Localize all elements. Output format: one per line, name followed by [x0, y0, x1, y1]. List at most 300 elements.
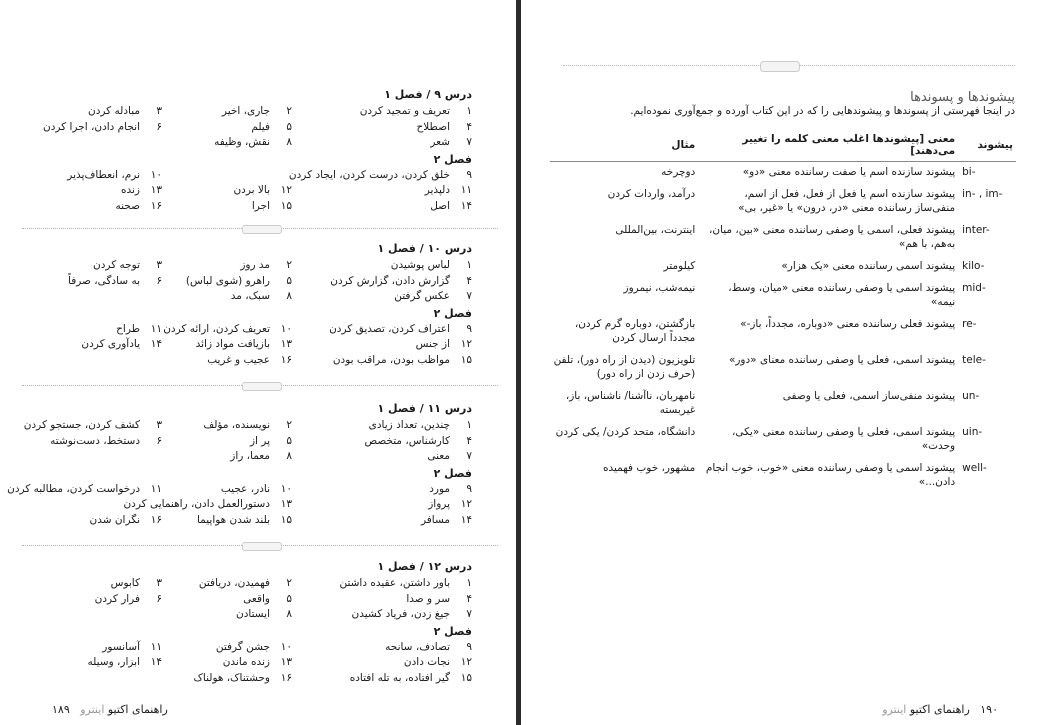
item-number: ۹	[466, 482, 472, 495]
item-number: ۳	[156, 419, 162, 431]
table-row	[550, 256, 1016, 278]
item-number: ۳	[156, 259, 162, 271]
item-number: ۱۳	[280, 656, 292, 668]
vocab-item	[292, 120, 472, 136]
item-number: ۴	[466, 274, 472, 287]
vocab-row	[40, 576, 472, 592]
item-number: ۲	[286, 577, 292, 589]
item-number: ۱۲	[460, 498, 472, 510]
item-number: ۱۲	[280, 184, 292, 196]
item-meaning: تعریف و تمجید کردن	[359, 105, 450, 117]
vocab-item	[292, 289, 472, 305]
vocab-row	[7, 482, 472, 498]
vocab-item	[292, 671, 472, 687]
vocab-row	[40, 199, 472, 215]
item-number: ۴	[466, 434, 472, 447]
item-number	[140, 497, 162, 513]
item-meaning: عکس گرفتن	[394, 290, 450, 302]
vocab-item	[40, 655, 162, 671]
footer-title: راهنمای اکتیو	[107, 703, 168, 716]
item-number: ۵	[286, 274, 292, 287]
vocab-item	[162, 434, 292, 450]
section-divider	[22, 385, 498, 386]
item-meaning: از جنس	[415, 338, 450, 350]
vocab-item	[162, 337, 292, 353]
item-meaning: توجه کردن	[93, 259, 140, 271]
meaning-cell: پیشوند سازنده اسم یا صفت رساننده معنی «دو»	[742, 166, 956, 178]
item-number: ۱۶	[150, 199, 162, 212]
item-number	[140, 353, 162, 369]
vocab-row	[40, 434, 472, 450]
vocab-item	[162, 274, 292, 290]
vocab-item	[40, 449, 162, 465]
vocab-row	[40, 168, 472, 184]
example-cell: درآمد، واردات کردن	[607, 188, 696, 200]
vocab-item	[292, 135, 472, 151]
meaning-cell: پیشوند اسمی یا وصفی رساننده معنی «میان، وسط، نیمه»	[728, 282, 956, 308]
item-number: ۸	[286, 450, 292, 462]
vocab-row	[40, 671, 472, 687]
item-meaning: پرواز	[428, 498, 450, 510]
item-meaning: اصطلاح	[416, 120, 450, 133]
item-meaning: جاری، اخیر	[221, 105, 270, 117]
item-number: ۸	[286, 290, 292, 302]
item-number: ۸	[286, 608, 292, 620]
item-meaning: تصادف، سانحه	[385, 640, 450, 653]
item-meaning: دلپذیر	[424, 184, 450, 196]
table-row	[550, 220, 1016, 256]
example-cell: دانشگاه، متحد کردن/ یکی کردن	[555, 426, 696, 438]
prefix-cell: re-	[962, 318, 977, 330]
item-number: ۹	[466, 322, 472, 335]
item-meaning: نجات دادن	[403, 656, 450, 668]
vocab-item	[23, 418, 162, 434]
item-number: ۸	[286, 136, 292, 148]
vocab-item	[292, 655, 472, 671]
vocab-item	[162, 592, 292, 608]
item-meaning: مورد	[429, 482, 450, 495]
right-page	[521, 0, 1038, 725]
vocab-item	[123, 497, 292, 513]
item-number: ۵	[286, 120, 292, 133]
item-meaning: زنده	[120, 184, 140, 196]
item-meaning: جشن گرفتن	[215, 640, 270, 653]
item-number: ۹	[466, 168, 472, 181]
vocab-row	[40, 104, 472, 120]
footer-brand: اینترو	[80, 703, 105, 716]
item-number: ۱۵	[280, 199, 292, 212]
item-meaning: عجیب و غریب	[207, 353, 270, 366]
item-number: ۱۱	[150, 640, 162, 653]
vocab-item	[162, 353, 292, 369]
vocab-item	[40, 322, 162, 338]
item-meaning: مواظب بودن، مراقب بودن	[332, 353, 450, 366]
item-number: ۶	[156, 274, 162, 287]
item-meaning: مد روز	[240, 259, 270, 271]
item-meaning: به سادگی، صرفاً	[68, 274, 140, 287]
section-title: فصل ۲	[433, 306, 472, 320]
prefix-cell: in- , im-	[962, 188, 1003, 200]
vocab-item	[40, 120, 162, 136]
vocab-item	[162, 183, 292, 199]
table-row	[550, 162, 1016, 185]
example-cell: کیلومتر	[663, 260, 696, 272]
item-meaning: باور داشتن، عقیده داشتن	[339, 577, 450, 589]
item-number: ۳	[156, 105, 162, 117]
vocab-row	[40, 449, 472, 465]
item-number: ۲	[286, 419, 292, 431]
vocab-row	[40, 258, 472, 274]
item-meaning: بالا بردن	[233, 184, 270, 196]
item-meaning: شعر	[430, 136, 450, 148]
prefix-cell: uin-	[962, 426, 983, 438]
vocab-item	[40, 199, 162, 215]
vocab-row	[40, 353, 472, 369]
vocab-item	[292, 497, 472, 513]
item-meaning: صحنه	[115, 199, 140, 212]
right-footer	[882, 703, 998, 716]
vocab-item	[162, 258, 292, 274]
prefix-cell: well-	[962, 462, 987, 474]
header-divider	[563, 65, 1015, 66]
vocab-item	[40, 337, 162, 353]
footer-title: راهنمای اکتیو	[909, 703, 970, 716]
item-number: ۱۰	[280, 640, 292, 653]
vocab-item	[162, 607, 292, 623]
section-divider	[22, 545, 498, 546]
item-number: ۱۰	[150, 168, 162, 181]
vocab-item	[292, 337, 472, 353]
vocab-row	[40, 607, 472, 623]
vocab-item	[292, 592, 472, 608]
item-number	[140, 671, 162, 687]
example-cell: اینترنت، بین‌المللی	[615, 224, 696, 236]
vocab-item	[292, 513, 472, 529]
item-number: ۷	[466, 608, 472, 620]
vocab-row	[40, 592, 472, 608]
vocab-item	[40, 497, 162, 513]
header-prefix: پیشوند	[958, 130, 1016, 162]
vocab-row	[40, 120, 472, 136]
item-number	[140, 289, 162, 305]
intro-text: در اینجا فهرستی از پسوندها و پیشوندهایی را که در این کتاب آورده و جمع‌آوری نموده‌ایم.	[630, 105, 1015, 117]
vocab-row	[40, 135, 472, 151]
item-meaning: اجرا	[251, 199, 270, 212]
example-cell: مشهور، خوب فهمیده	[602, 462, 696, 474]
vocab-item	[292, 434, 472, 450]
item-meaning: سر و صدا	[406, 592, 450, 605]
item-number: ۴	[466, 120, 472, 133]
item-meaning: فیلم	[251, 120, 270, 133]
prefix-cell: un-	[962, 390, 980, 402]
item-number: ۹	[466, 640, 472, 653]
vocab-row	[40, 322, 472, 338]
item-meaning: نگران شدن	[89, 513, 140, 526]
item-meaning: بازیافت مواد زائد	[195, 338, 270, 350]
vocab-item	[40, 104, 162, 120]
item-number: ۱	[466, 259, 472, 271]
item-meaning: دستورالعمل دادن، راهنمایی کردن	[123, 498, 270, 510]
section-title: فصل ۲	[433, 466, 472, 480]
item-number: ۱۳	[280, 498, 292, 510]
item-meaning: نویسنده، مؤلف	[203, 419, 270, 431]
example-cell: نیمه‌شب، نیمروز	[623, 282, 696, 294]
table-row	[550, 314, 1016, 350]
page-number: ۱۸۹	[52, 703, 70, 716]
prefix-cell: mid-	[962, 282, 986, 294]
vocab-item	[40, 671, 162, 687]
table-row	[550, 184, 1016, 220]
vocab-item	[40, 353, 162, 369]
item-meaning: واقعی	[243, 592, 270, 605]
item-number: ۱۶	[280, 353, 292, 366]
vocab-item	[40, 183, 162, 199]
lesson-block	[40, 560, 472, 686]
item-meaning: نقش، وظیفه	[214, 136, 270, 148]
vocab-item	[162, 513, 292, 529]
item-meaning: نرم، انعطاف‌پذیر	[67, 168, 140, 181]
item-meaning: ابزار، وسیله	[87, 656, 140, 668]
vocab-row	[23, 418, 472, 434]
item-meaning: وحشتناک، هولناک	[193, 671, 270, 684]
example-cell: نامهربان، ناآشنا/ ناشناس، باز، غیربسته	[565, 390, 696, 416]
vocab-item	[162, 120, 292, 136]
section-divider	[22, 228, 498, 229]
item-meaning: چندین، تعداد زیادی	[368, 419, 450, 431]
lesson-title: درس ۱۲ / فصل ۱	[377, 560, 472, 573]
vocab-item	[288, 168, 472, 184]
vocab-item	[40, 640, 162, 656]
table-row	[550, 350, 1016, 386]
item-number: ۱۱	[150, 482, 162, 495]
header-meaning: معنی [پیشوندها اغلب معنی کلمه را تغییر می‌دهند]	[698, 130, 958, 162]
item-number: ۱۰	[280, 482, 292, 495]
vocab-item	[162, 449, 292, 465]
item-meaning: گیر افتاده، به تله افتاده	[349, 671, 450, 684]
item-number: ۶	[156, 120, 162, 133]
item-number: ۱۶	[150, 513, 162, 526]
lesson-title: درس ۱۰ / فصل ۱	[377, 242, 472, 255]
item-meaning: گزارش دادن، گزارش کردن	[330, 274, 450, 287]
vocab-row	[40, 513, 472, 529]
item-number: ۱۱	[460, 184, 472, 196]
section-title: فصل ۲	[433, 152, 472, 166]
item-meaning: پر از	[249, 434, 270, 447]
item-number: ۱۴	[150, 656, 162, 668]
item-number: ۷	[466, 290, 472, 302]
example-cell: بازگشتن، دوباره گرم کردن، مجدداً ارسال کردن	[574, 318, 696, 344]
lesson-block	[7, 402, 472, 528]
meaning-cell: پیشوند فعلی، اسمی یا وصفی رساننده معنی «بین، میان، به‌هم، با هم»	[708, 224, 956, 250]
item-meaning: یادآوری کردن	[81, 338, 140, 350]
item-number: ۱	[466, 419, 472, 431]
item-number: ۶	[156, 434, 162, 447]
item-meaning: تعریف کردن، ارائه کردن	[163, 322, 270, 335]
item-number: ۲	[286, 259, 292, 271]
item-number: ۱۴	[460, 199, 472, 212]
vocab-item	[292, 353, 472, 369]
vocab-item	[162, 640, 292, 656]
vocab-item	[292, 199, 472, 215]
vocab-item	[162, 289, 292, 305]
item-meaning: خلق کردن، درست کردن، ایجاد کردن	[288, 168, 450, 181]
vocab-row	[40, 497, 472, 513]
item-meaning: معنی	[427, 450, 450, 462]
item-number: ۴	[466, 592, 472, 605]
table-row	[550, 386, 1016, 422]
item-number: ۱۰	[280, 322, 292, 335]
meaning-cell: پیشوند اسمی یا وصفی رساننده معنی «خوب، خوب انجام دادن...»	[705, 462, 956, 488]
lesson-title: درس ۱۱ / فصل ۱	[377, 402, 472, 415]
item-meaning: زنده ماندن	[222, 656, 270, 668]
item-meaning: آسانسور	[102, 640, 140, 653]
prefix-cell: inter-	[962, 224, 990, 236]
page-number: ۱۹۰	[980, 703, 998, 716]
item-number: ۵	[286, 592, 292, 605]
item-number: ۱۵	[460, 671, 472, 684]
lesson-title: درس ۹ / فصل ۱	[384, 88, 472, 101]
vocab-item	[292, 640, 472, 656]
vocab-item	[292, 274, 472, 290]
prefix-cell: kilo-	[962, 260, 985, 272]
example-cell: تلویزیون (دیدن از راه دور)، تلفن (حرف زدن از راه دور)	[553, 354, 696, 380]
item-meaning: اعتراف کردن، تصدیق کردن	[329, 322, 450, 335]
vocab-item	[162, 482, 292, 498]
vocab-row	[40, 337, 472, 353]
item-number	[140, 135, 162, 151]
item-number	[140, 449, 162, 465]
item-number: ۱۵	[460, 353, 472, 366]
vocab-item	[40, 513, 162, 529]
table-row	[550, 422, 1016, 458]
example-cell: دوچرخه	[661, 166, 696, 178]
vocab-item	[162, 655, 292, 671]
prefix-cell: tele-	[962, 354, 986, 366]
item-meaning: انجام دادن، اجرا کردن	[43, 120, 140, 133]
meaning-cell: پیشوند اسمی، فعلی یا وصفی رساننده معنی «یکی، وحدت»	[731, 426, 956, 452]
vocab-item	[292, 482, 472, 498]
item-meaning: دستخط، دست‌نوشته	[50, 434, 140, 447]
item-number: ۱۱	[150, 322, 162, 335]
item-meaning: نادر، عجیب	[220, 482, 270, 495]
vocab-item	[7, 482, 162, 498]
item-number: ۶	[156, 592, 162, 605]
footer-brand: اینترو	[882, 703, 907, 716]
item-meaning: کابوس	[110, 577, 140, 589]
vocab-item	[162, 135, 292, 151]
item-meaning: مسافر	[420, 513, 450, 526]
vocab-item	[40, 592, 162, 608]
vocab-item	[162, 576, 292, 592]
table-row	[550, 278, 1016, 314]
meaning-cell: پیشوند اسمی، فعلی یا وصفی رساننده معنای «دور»	[728, 354, 956, 366]
vocab-item	[162, 671, 292, 687]
item-meaning: کارشناس، متخصص	[364, 434, 450, 447]
vocab-row	[40, 640, 472, 656]
header-example: مثال	[550, 130, 698, 162]
item-meaning: ایستادن	[236, 608, 270, 620]
meaning-cell: پیشوند اسمی رساننده معنی «یک هزار»	[781, 260, 956, 272]
vocab-item	[40, 576, 162, 592]
item-meaning: راهرو (شوی لباس)	[185, 274, 270, 287]
vocab-item	[162, 168, 292, 184]
item-number: ۱	[466, 577, 472, 589]
item-meaning: درخواست کردن، مطالبه کردن	[7, 482, 140, 495]
item-meaning: لباس پوشیدن	[390, 259, 450, 271]
item-number: ۷	[466, 136, 472, 148]
vocab-item	[292, 104, 472, 120]
vocab-row	[40, 183, 472, 199]
item-number: ۳	[156, 577, 162, 589]
item-number: ۱۵	[280, 513, 292, 526]
vocab-item	[292, 607, 472, 623]
lesson-block	[40, 88, 472, 214]
vocab-item	[40, 274, 162, 290]
meaning-cell: پیشوند منفی‌ساز اسمی، فعلی یا وصفی	[782, 390, 956, 402]
table-row	[550, 458, 1016, 494]
item-meaning: سبک، مد	[230, 290, 270, 302]
vocab-item	[40, 135, 162, 151]
item-number: ۱	[466, 105, 472, 117]
vocab-item	[40, 289, 162, 305]
vocab-item	[162, 418, 292, 434]
vocab-item	[40, 434, 162, 450]
item-meaning: معما، راز	[230, 450, 270, 462]
item-meaning: کشف کردن، جستجو کردن	[23, 419, 140, 431]
vocab-item	[292, 576, 472, 592]
item-number: ۲	[286, 105, 292, 117]
item-meaning: بلند شدن هواپیما	[196, 513, 270, 526]
vocab-item	[40, 258, 162, 274]
item-meaning: جیغ زدن، فریاد کشیدن	[351, 608, 450, 620]
item-number: ۱۳	[280, 338, 292, 350]
item-meaning: فرار کردن	[94, 592, 140, 605]
item-number: ۱۲	[460, 656, 472, 668]
prefix-table	[550, 130, 1016, 494]
table-header-row	[550, 130, 1016, 162]
item-meaning: اصل	[430, 199, 450, 212]
item-number: ۱۳	[150, 184, 162, 196]
vocab-row	[40, 289, 472, 305]
vocab-row	[40, 655, 472, 671]
prefix-cell: bi-	[962, 166, 976, 178]
vocab-item	[162, 199, 292, 215]
item-number: ۱۴	[150, 338, 162, 350]
vocab-item	[292, 418, 472, 434]
vocab-item	[292, 183, 472, 199]
lesson-block	[40, 242, 472, 368]
item-number: ۷	[466, 450, 472, 462]
left-page	[0, 0, 516, 725]
item-number: ۵	[286, 434, 292, 447]
meaning-cell: پیشوند سازنده اسم یا فعل از فعل، فعل از اسم، منفی‌ساز رساننده معنی «در، درون» یا «غیر، بی»	[738, 188, 956, 214]
item-number: ۱۲	[460, 338, 472, 350]
item-number: ۱۴	[460, 513, 472, 526]
vocab-item	[162, 104, 292, 120]
vocab-item	[40, 168, 162, 184]
item-meaning: طراح	[116, 322, 140, 335]
vocab-item	[162, 322, 292, 338]
item-number: ۱۶	[280, 671, 292, 684]
meaning-cell: پیشوند فعلی رساننده معنی «دوباره، مجدداً، باز-»	[740, 318, 956, 330]
item-number	[140, 607, 162, 623]
section-title: فصل ۲	[433, 624, 472, 638]
left-footer	[52, 703, 168, 716]
vocab-item	[292, 449, 472, 465]
vocab-row	[40, 274, 472, 290]
item-number	[270, 168, 292, 184]
item-meaning: فهمیدن، دریافتن	[198, 577, 270, 589]
